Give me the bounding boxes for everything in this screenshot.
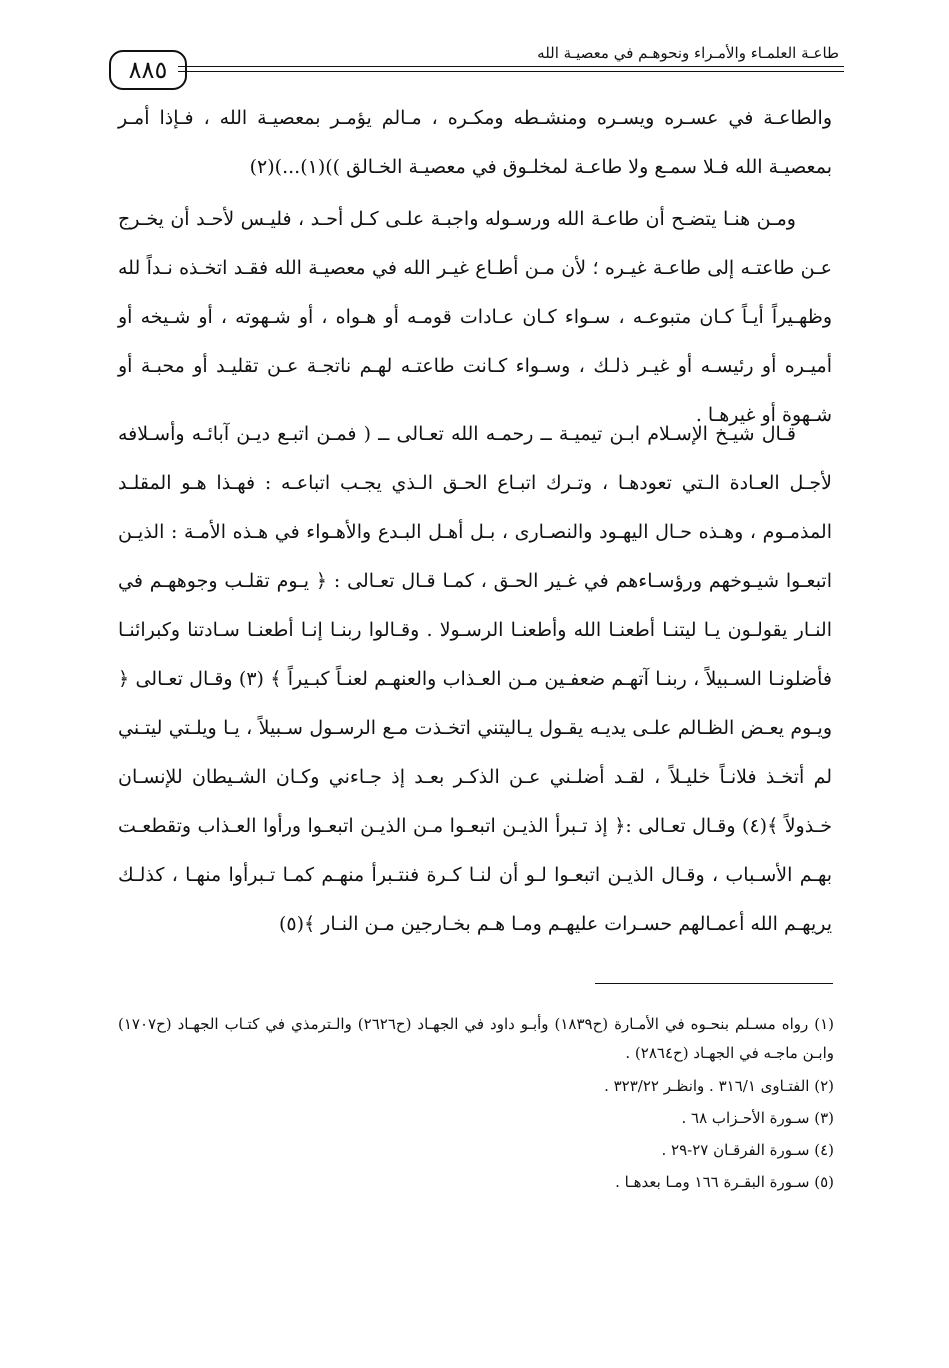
header-rule-thick [178, 66, 844, 67]
footnote-4: (٤) سـورة الفرقـان ٢٧-٢٩ . [661, 1141, 834, 1159]
footnote-1: (١) رواه مسـلم بنحـوه في الأمـارة (ح١٨٣٩) وأبـو داود في الجهـاد (ح٢٦٢٦) والـترمذي في كتـاب الجهـاد (ح١٧٠٧) وابـن ماجـه في الجهـاد (ح٢٨٦٤) . [118, 1015, 834, 1062]
footnote-2: (٢) الفتـاوى ٣١٦/١ . وانظـر ٣٢٣/٢٢ . [604, 1077, 834, 1095]
paragraph-text: قـال شيـخ الإسـلام ابـن تيميـة ــ رحمـه الله تعـالى ــ ( فمـن اتبـع ديـن آبائـه وأسـلافه لأجـل العـادة الـتي تعودهـا ، وتـرك اتبـاع الحـق الـذي يجـب اتباعـه : فهـذا هـو المقلـد المذمـوم ، وهـذه حـال اليهـود والنصـارى ، بـل أهـل البـدع والأهـواء في هـذه الأمـة : الذيـن اتبعـوا شيـوخهم ورؤسـاءهم في غـير الحـق ، كمـا قـال تعـالى : ﴿ يـوم تقلـب وجوههـم في النـار يقولـون يـا ليتنـا أطعنـا الله وأطعنـا الرسـولا . وقـالوا ربنـا إنـا أطعنـا سـادتنا وكبرائنـا فأضلونـا السـبيلاً ، ربنـا آتهـم ضعفـين مـن العـذاب والعنهـم لعنـاً كبـيراً ﴾ (٣) وقـال تعـالى ﴿ ويـوم يعـض الظـالم علـى يديـه يقـول يـاليتني اتخـذت مـع الرسـول سـبيلاً ، يـا ويلـتي ليتـني لم أتخـذ فلانـاً خليـلاً ، لقـد أضلـني عـن الذكـر بعـد إذ جـاءني وكـان الشـيطان للإنسـان خـذولاً ﴾(٤) وقـال تعـالى :﴿ إذ تـبرأ الذيـن اتبعـوا مـن الذيـن اتبعـوا ورأوا العـذاب وتقطعـت بهـم الأسـباب ، وقـال الذيـن اتبعـوا لـو أن لنـا كـرة فنتـبرأ منهـم كمـا تـبرأوا منهـا ، كذلـك يريهـم الله أعمـالهم حسـرات عليهـم ومـا هـم بخـارجين مـن النـار ﴾(٥) [118, 423, 833, 935]
paragraph-text: ومـن هنـا يتضـح أن طاعـة الله ورسـوله واجبـة علـى كـل أحـد ، فليـس لأحـد أن يخـرج عـن طاعتـه إلى طاعـة غيـره ؛ لأن مـن أطـاع غيـر الله في معصيـة الله فقـد اتخـذه نـداً لله وظهـيراً أيـاً كـان متبوعـه ، سـواء كـان عـادات قومـه أو هـواه ، أو شـهوته ، أو شـيخه أو أميـره أو رئيسـه أو غيـر ذلـك ، وسـواء كـانت طاعتـه لهـم ناتجـة عـن تقليـد أو محبـة أو شـهوة أو غيرهـا . [118, 208, 832, 426]
footnote-5: (٥) سـورة البقـرة ١٦٦ ومـا بعدهـا . [615, 1173, 834, 1191]
paragraph-continuation [118, 94, 832, 192]
paragraph-text: والطاعـة في عسـره ويسـره ومنشـطه ومكـره ، مـالم يؤمـر بمعصيـة الله ، فـإذا أمـر بمعصيـة الله فـلا سمـع ولا طاعـة لمخلـوق في معصيـة الخـالق ))(١)...)(٢) [118, 107, 832, 178]
footnote-separator [595, 983, 833, 984]
footnote-3: (٣) سـورة الأحـزاب ٦٨ . [681, 1109, 834, 1127]
running-header-title: طاعـة العلمـاء والأمـراء ونحوهـم في معصيـة الله [537, 44, 839, 62]
paragraph-ibn-taymiyya-quote [118, 410, 832, 949]
paragraph-obedience [118, 195, 832, 440]
header-rule-thin [178, 71, 844, 72]
page-number-box [109, 50, 187, 90]
page-number: ٨٨٥ [128, 56, 168, 84]
